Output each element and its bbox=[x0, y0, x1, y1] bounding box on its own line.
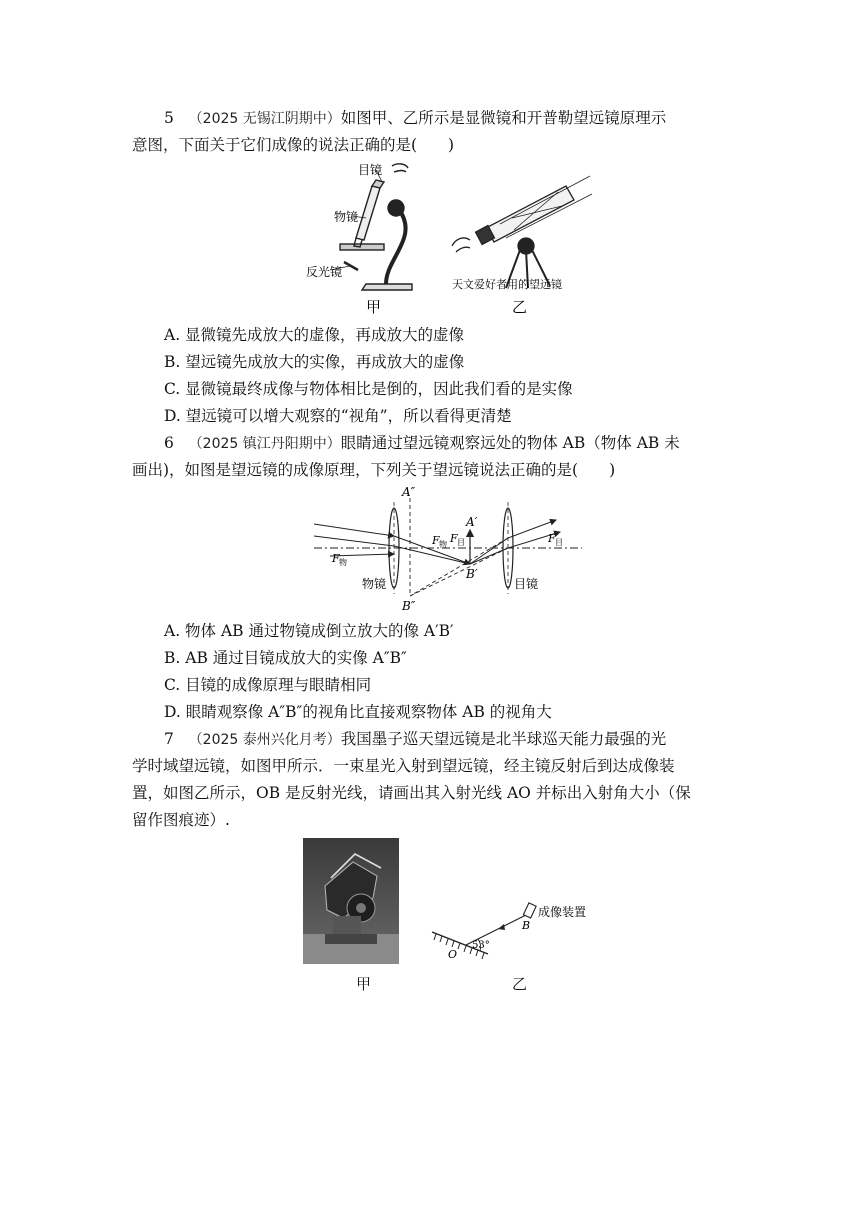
svg-text:F: F bbox=[432, 534, 440, 547]
label-b-double-prime: B″ bbox=[402, 599, 416, 613]
q5-source: （2025 无锡江阴期中） bbox=[188, 111, 341, 127]
q7-stem-2: 学时域望远镜，如图甲所示．一束星光入射到望远镜，经主镜反射后到达成像装 bbox=[132, 757, 675, 775]
label-eyepiece: 目镜 bbox=[358, 163, 383, 177]
q7-line1 bbox=[164, 728, 666, 751]
q6-number: 6 bbox=[164, 434, 174, 452]
q7-source: （2025 泰州兴化月考） bbox=[188, 732, 341, 748]
q7-label-yi: 乙 bbox=[512, 975, 528, 993]
q5-line1 bbox=[164, 107, 666, 130]
q6-figure bbox=[310, 486, 590, 614]
label-o: O bbox=[448, 948, 458, 961]
q6-source: （2025 镇江丹阳期中） bbox=[188, 436, 341, 452]
q5-stem-2: 意图，下面关于它们成像的说法正确的是( ) bbox=[132, 136, 455, 154]
telescope-drawing bbox=[452, 176, 592, 288]
q6-option-d: D. 眼睛观察像 A″B″的视角比直接观察物体 AB 的视角大 bbox=[164, 703, 552, 721]
q6-option-a: A. 物体 AB 通过物镜成倒立放大的像 A′B′ bbox=[164, 622, 454, 640]
q5-option-a: A. 显微镜先成放大的虚像，再成放大的虚像 bbox=[164, 326, 465, 344]
svg-text:物: 物 bbox=[339, 558, 347, 567]
label-objective: 物镜 bbox=[334, 210, 359, 224]
label-b: B bbox=[522, 919, 531, 932]
label-a-prime: A′ bbox=[466, 515, 478, 529]
q7-stem-4: 留作图痕迹）. bbox=[132, 811, 230, 829]
q5-figure bbox=[300, 158, 600, 318]
label-f-eyepiece-right bbox=[547, 532, 563, 547]
label-b-prime: B′ bbox=[466, 567, 478, 581]
q7-number: 7 bbox=[164, 730, 174, 748]
label-eyepiece-lens: 目镜 bbox=[514, 577, 539, 591]
label-device: 成像装置 bbox=[538, 905, 587, 919]
svg-text:目: 目 bbox=[457, 538, 465, 547]
svg-text:F: F bbox=[548, 532, 556, 545]
label-angle: 53° bbox=[472, 940, 490, 951]
imaging-device bbox=[523, 903, 536, 918]
q7-stem-3: 置，如图乙所示，OB 是反射光线，请画出其入射光线 AO 并标出入射角大小（保 bbox=[132, 784, 691, 802]
svg-text:目: 目 bbox=[555, 538, 563, 547]
q5-stem-1: 如图甲、乙所示是显微镜和开普勒望远镜原理示 bbox=[340, 109, 667, 127]
q5-number: 5 bbox=[164, 109, 174, 127]
q7-label-jia: 甲 bbox=[356, 975, 372, 993]
svg-text:F: F bbox=[332, 552, 340, 565]
q5-option-b: B. 望远镜先成放大的实像，再成放大的虚像 bbox=[164, 353, 465, 371]
label-objective-lens: 物镜 bbox=[362, 577, 387, 591]
q6-stem-1: 眼睛通过望远镜观察远处的物体 AB（物体 AB 未 bbox=[340, 434, 680, 452]
label-mirror: 反光镜 bbox=[306, 265, 343, 279]
q5-option-c: C. 显微镜最终成像与物体相比是倒的，因此我们看的是实像 bbox=[164, 380, 573, 398]
svg-text:物: 物 bbox=[439, 540, 447, 549]
label-f-objective-right bbox=[431, 534, 447, 549]
microscope-drawing bbox=[340, 164, 412, 290]
q7-mirror-diagram bbox=[428, 896, 600, 968]
q7-photo-telescope bbox=[303, 838, 399, 964]
label-telescope-caption: 天文爱好者用的望远镜 bbox=[452, 278, 562, 291]
q6-stem-2: 画出)，如图是望远镜的成像原理，下列关于望远镜说法正确的是( ) bbox=[132, 461, 616, 479]
label-a-double-prime: A″ bbox=[402, 486, 416, 499]
q6-option-c: C. 目镜的成像原理与眼睛相同 bbox=[164, 676, 372, 694]
label-f-objective-left bbox=[331, 552, 347, 567]
svg-text:F: F bbox=[450, 532, 458, 545]
label-jia: 甲 bbox=[366, 298, 382, 316]
q6-line1 bbox=[164, 432, 680, 455]
q6-option-b: B. AB 通过目镜成放大的实像 A″B″ bbox=[164, 649, 407, 667]
q5-option-d: D. 望远镜可以增大观察的“视角”，所以看得更清楚 bbox=[164, 407, 512, 425]
q7-stem-1: 我国墨子巡天望远镜是北半球巡天能力最强的光 bbox=[340, 730, 667, 748]
label-yi: 乙 bbox=[512, 298, 528, 316]
label-f-eyepiece-left bbox=[449, 532, 465, 547]
